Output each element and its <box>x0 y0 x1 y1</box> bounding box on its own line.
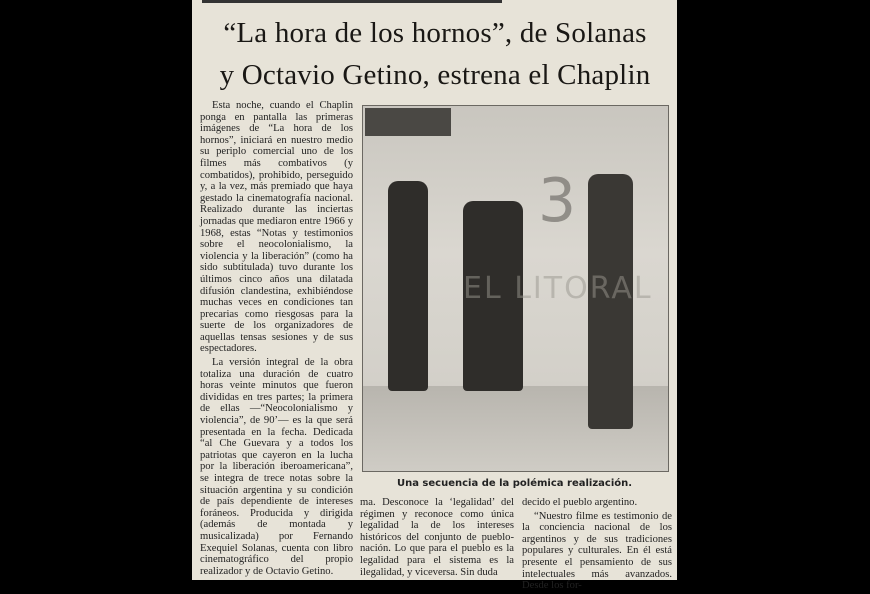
headline-line-2: y Octavio Getino, estrena el Chaplin <box>219 59 651 91</box>
paragraph: Esta noche, cuando el Chaplin ponga en pantalla las primeras imágenes de “La hora de los hornos”, iniciará en nuestro medio su periplo comercial uno de los filmes más combativos (y combatidos), prohibido, perseguido y, a la vez, más premiado que haya gestado la cinematografía nacional. Realizado durante las inciertas jornadas que mediaron entre 1966 y 1968, estas “Notas y testimonios sobre el neocolonialismo, la violencia y la liberación” (como ha sido subtitulada) tuvo durante los últimos cinco años una dilatada difusión clandestina, exhibiéndose muchas veces en condiciones tan precarias como riesgosas para la suerte de los organizadores de aquellas tensas sesiones y de sus espectadores. <box>200 100 353 355</box>
article-photo <box>362 105 669 472</box>
paragraph: La versión integral de la obra totaliza una duración de cuatro horas veinte minutos que fueron divididas en tres partes; la primera de ellas —“Neocolonialismo y violencia”, de 90’— es la que será presentada en la fecha. Dedicada “al Che Guevara y a todos los patriotas que cayeron en la lucha por la liberación iberoamericana”, se integra de trece notas sobre la situación argentina y su condición de país dependiente de intereses foráneos. Producida y dirigida (además de montada y musicalizada) por Fernando Exequiel Solanas, cuenta con libro cinematográfico del propio realizador y de Octavio Getino. <box>200 357 353 577</box>
wall-sign <box>365 108 451 136</box>
wall-graffiti: 3 <box>538 166 577 236</box>
person-figure <box>388 181 428 391</box>
headline <box>200 12 670 96</box>
middle-column <box>360 497 514 580</box>
photo-watermark: EL LITORAL <box>463 271 653 306</box>
paragraph: decido el pueblo argentino. <box>522 497 638 508</box>
top-rule <box>202 0 502 3</box>
paragraph: ma. Desconoce la ‘legalidad’ del régimen y reconoce como única legalidad la de los intereses históricos del conjunto de pueblo-nación. Lo que para el pueblo es la legalidad para el sistema es la ilegalidad, y viceversa. Sin duda <box>360 497 514 578</box>
left-column <box>200 100 353 579</box>
newspaper-clipping <box>192 0 677 592</box>
headline-line-1: “La hora de los hornos”, de Solanas <box>223 17 647 49</box>
photo-caption: Una secuencia de la polémica realización. <box>396 478 633 489</box>
right-column <box>522 497 672 594</box>
paragraph: “Nuestro filme es testimonio de la conciencia nacional de los argentinos y de sus tradiciones populares y culturales. En él está presente el pensamiento de sus intelectuales más avanzados. Desde los for- <box>522 510 672 592</box>
